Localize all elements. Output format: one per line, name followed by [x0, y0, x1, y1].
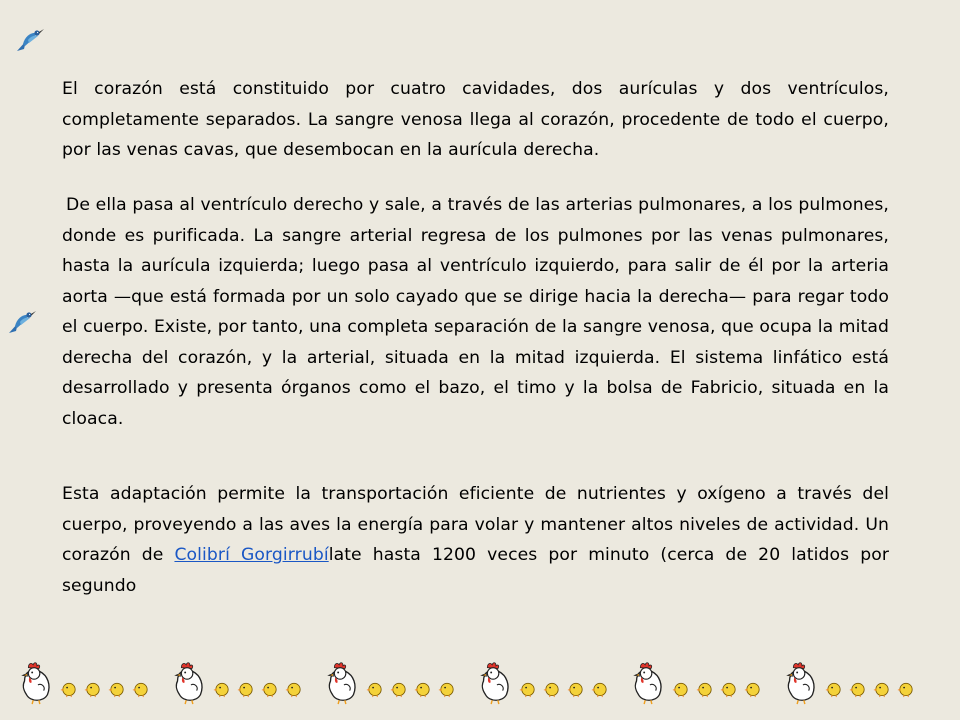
chick-icon: [237, 680, 255, 698]
hummingbird-icon: [14, 24, 44, 54]
hen-icon: [475, 660, 515, 706]
paragraph-adaptation-text: Esta adaptación permite la transportación eficiente de nutrientes y oxígeno a través del cuerpo, proveyendo a las aves la energía para volar y mantener altos niveles de actividad. Un corazón de: [62, 484, 889, 565]
chick-icon: [825, 680, 843, 698]
hen-chicks-group: [475, 652, 625, 712]
paragraph-adaptation-text-end: late hasta 1200 veces por minuto (cerca de 20 latidos por segundo: [62, 545, 889, 596]
hen-icon: [628, 660, 668, 706]
chick-icon: [672, 680, 690, 698]
hen-chicks-group: [322, 652, 472, 712]
chick-icon: [438, 680, 456, 698]
chick-icon: [897, 680, 915, 698]
chick-icon: [390, 680, 408, 698]
paragraph-blood-circulation: De ella pasa al ventrículo derecho y sale, a través de las arterias pulmonares, a los pulmones, donde es purificada. La sangre arterial regresa de los pulmones por las venas pulmonares, hasta la aurícula izquierda; luego pasa al ventrículo izquierdo, para salir de él por la arteria aorta —que está formada por un solo cayado que se dirige hacia la derecha— para regar todo el cuerpo. Existe, por tanto, una completa separación de la sangre venosa, que ocupa la mitad derecha del corazón, y la arterial, situada en la mitad izquierda. El sistema linfático está desarrollado y presenta órganos como el bazo, el timo y la bolsa de Fabricio, situada en la cloaca.: [62, 195, 889, 429]
hen-icon: [781, 660, 821, 706]
paragraph-heart-structure: El corazón está constituido por cuatro cavidades, dos aurículas y dos ventrículos, completamente separados. La sangre venosa llega al corazón, procedente de todo el cuerpo, por las venas cavas, que desembocan en la aurícula derecha.: [62, 79, 889, 160]
chick-icon: [591, 680, 609, 698]
hen-chicks-group: [16, 652, 166, 712]
hen-chicks-group: [628, 652, 778, 712]
chick-icon: [108, 680, 126, 698]
chick-icon: [849, 680, 867, 698]
paragraph-adaptation: [62, 479, 889, 601]
chick-icon: [285, 680, 303, 698]
hen-chicks-group: [781, 652, 931, 712]
colibri-link[interactable]: Colibrí Gorgirrubí: [174, 545, 329, 565]
hen-chicks-group: [169, 652, 319, 712]
chick-icon: [696, 680, 714, 698]
chick-icon: [60, 680, 78, 698]
chick-icon: [567, 680, 585, 698]
hummingbird-icon: [6, 306, 36, 336]
hen-icon: [169, 660, 209, 706]
hen-border: [0, 652, 960, 712]
hen-icon: [322, 660, 362, 706]
chick-icon: [414, 680, 432, 698]
chick-icon: [213, 680, 231, 698]
hen-icon: [16, 660, 56, 706]
chick-icon: [132, 680, 150, 698]
chick-icon: [366, 680, 384, 698]
chick-icon: [261, 680, 279, 698]
chick-icon: [84, 680, 102, 698]
chick-icon: [543, 680, 561, 698]
chick-icon: [873, 680, 891, 698]
chick-icon: [519, 680, 537, 698]
chick-icon: [720, 680, 738, 698]
chick-icon: [744, 680, 762, 698]
